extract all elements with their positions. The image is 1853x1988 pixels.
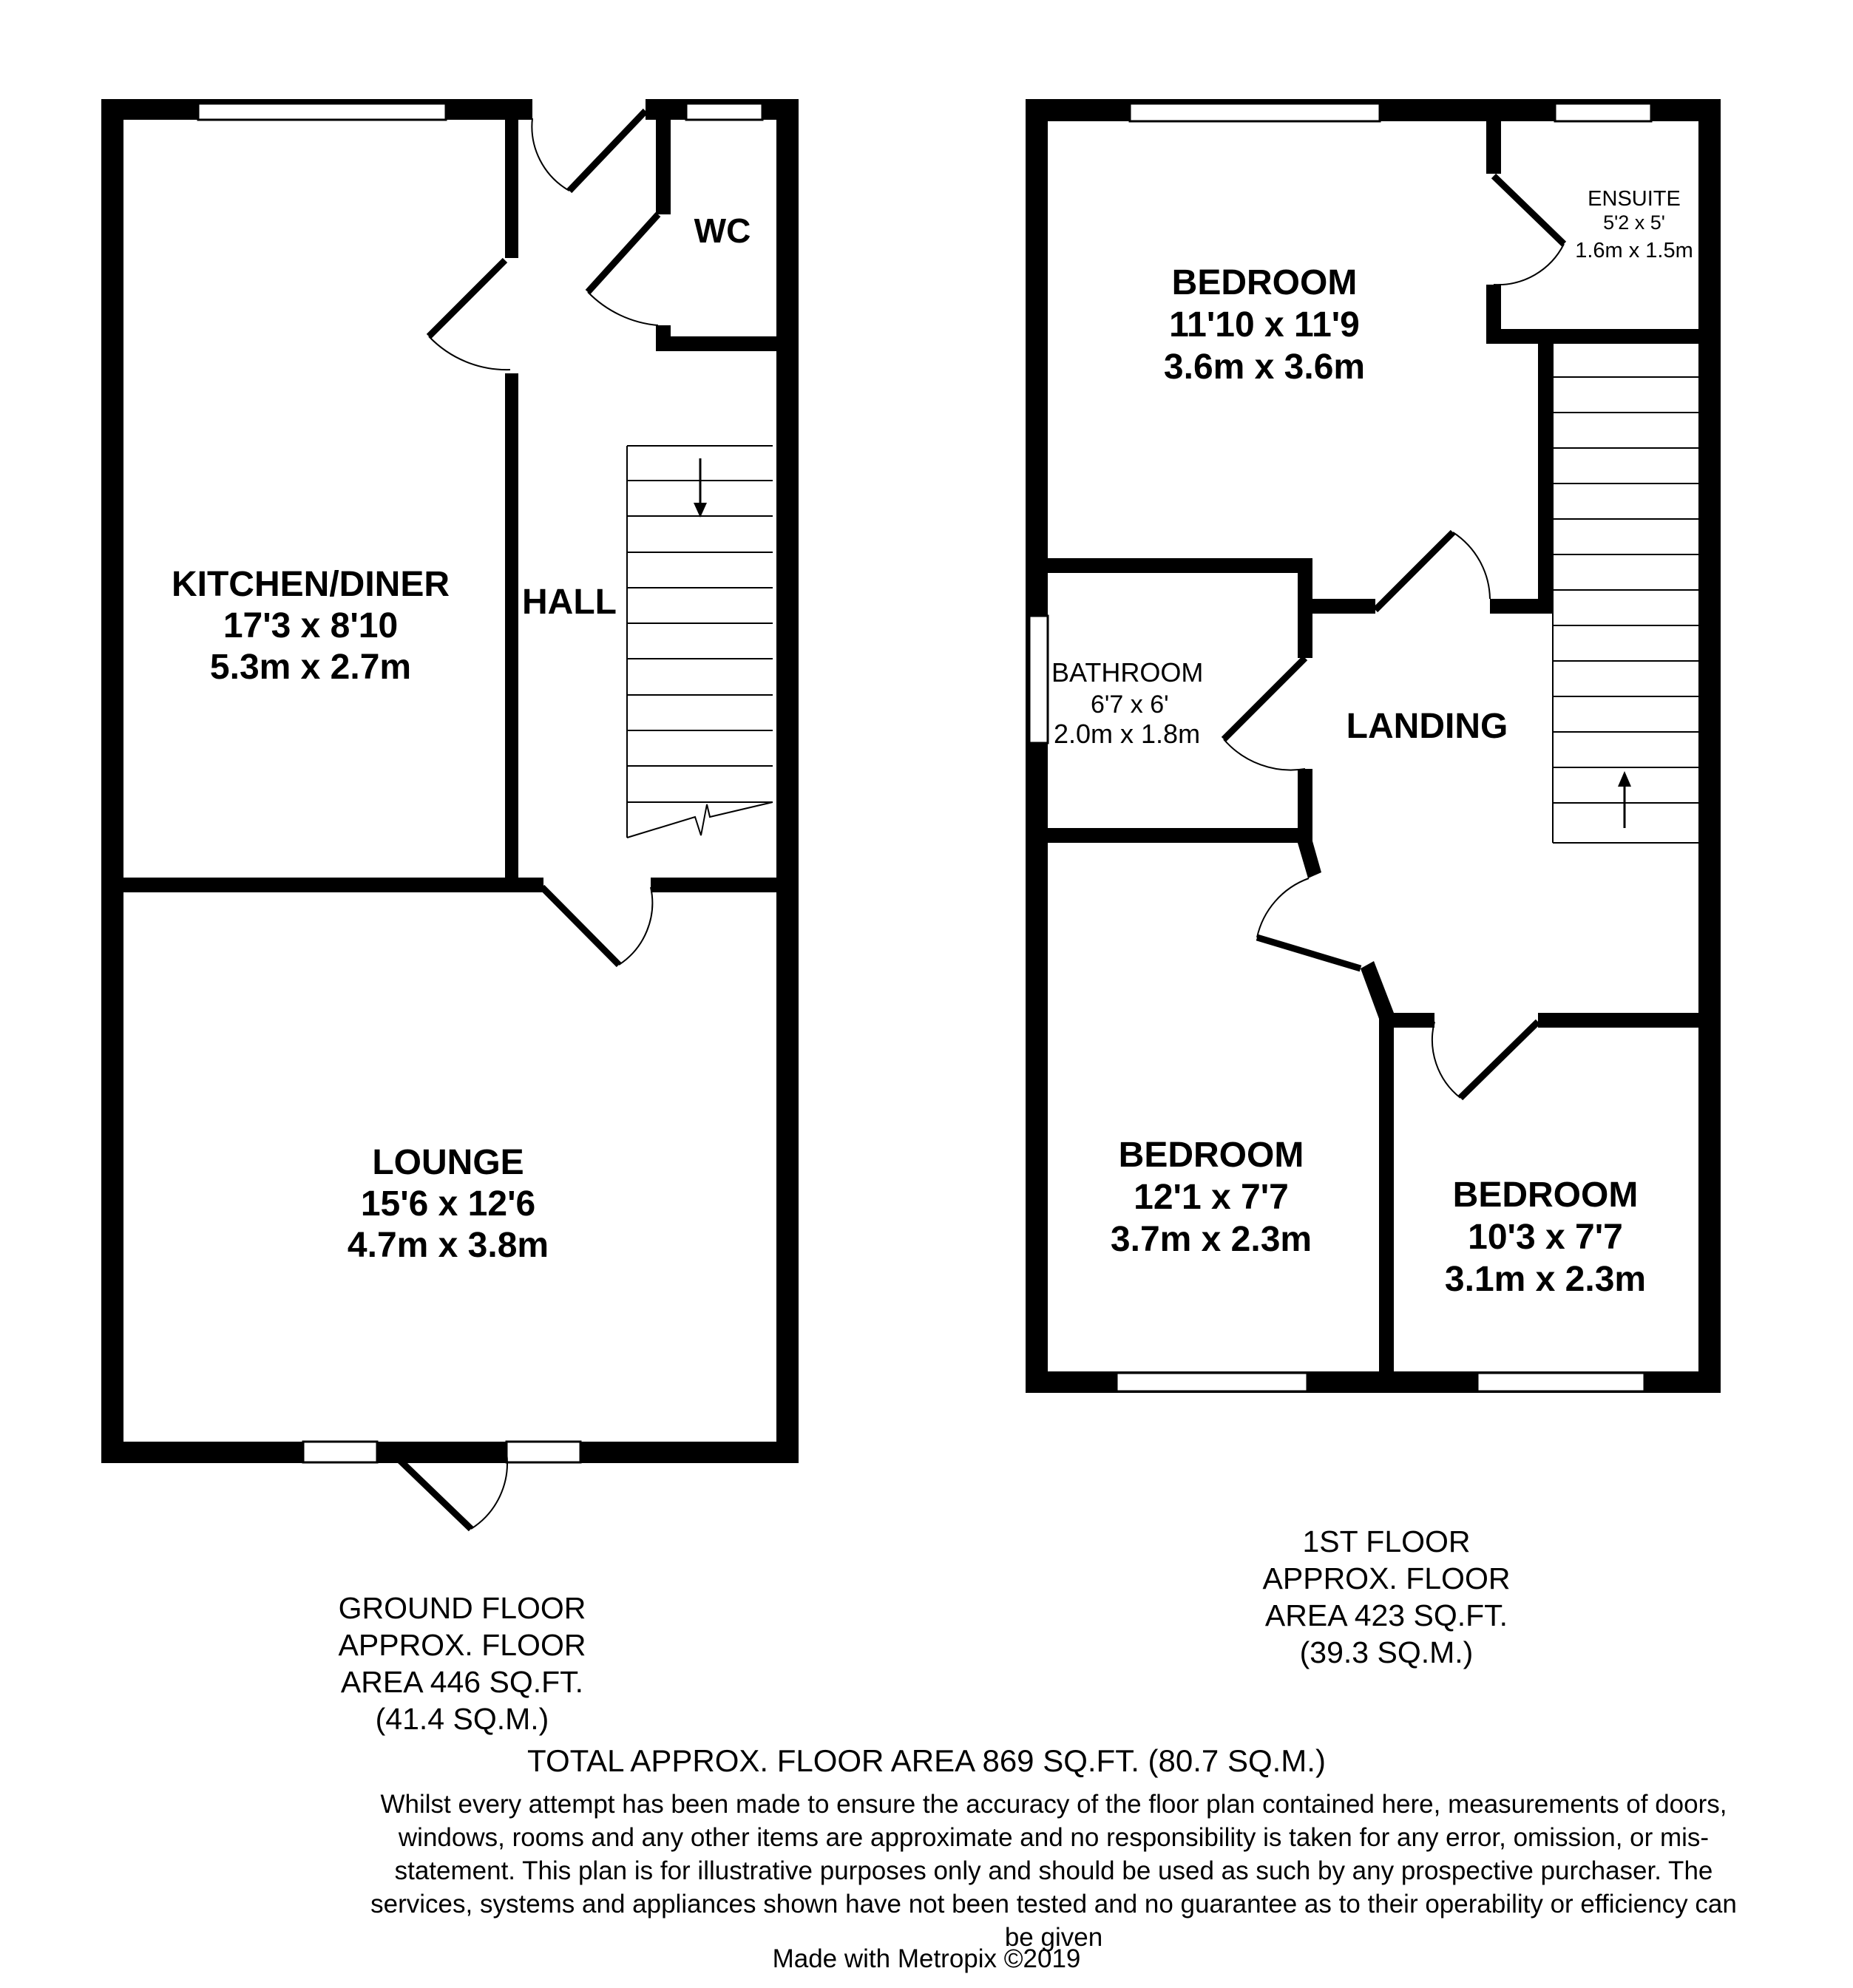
svg-text:2.0m x 1.8m: 2.0m x 1.8m xyxy=(1054,719,1201,749)
svg-text:BEDROOM: BEDROOM xyxy=(1452,1176,1639,1215)
svg-text:15'6 x 12'6: 15'6 x 12'6 xyxy=(360,1184,536,1224)
lounge-window-right xyxy=(507,1442,580,1462)
bedroom-3-window xyxy=(1477,1373,1644,1391)
svg-text:3.7m x 2.3m: 3.7m x 2.3m xyxy=(1110,1220,1312,1259)
svg-text:ENSUITE: ENSUITE xyxy=(1588,187,1681,211)
svg-text:3.1m x 2.3m: 3.1m x 2.3m xyxy=(1444,1260,1647,1299)
svg-text:17'3 x 8'10: 17'3 x 8'10 xyxy=(223,606,399,645)
kitchen-window xyxy=(198,104,446,120)
first-floor-caption-line: (39.3 SQ.M.) xyxy=(1299,1635,1474,1669)
first-floor-caption-line: AREA 423 SQ.FT. xyxy=(1264,1598,1508,1632)
ground-floor-caption-line: GROUND FLOOR xyxy=(338,1591,586,1625)
metropix-credit: Made with Metropix ©2019 xyxy=(772,1944,1081,1973)
svg-text:5'2 x 5': 5'2 x 5' xyxy=(1603,211,1665,234)
svg-text:6'7 x 6': 6'7 x 6' xyxy=(1091,691,1169,719)
bedroom-2-label xyxy=(1111,1136,1312,1259)
bedroom-main-label xyxy=(1164,263,1365,387)
total-floor-area: TOTAL APPROX. FLOOR AREA 869 SQ.FT. (80.7 SQ.M.) xyxy=(527,1743,1326,1778)
first-floor-caption-line: 1ST FLOOR xyxy=(1302,1524,1471,1558)
svg-text:BEDROOM: BEDROOM xyxy=(1118,1136,1304,1175)
wc-window xyxy=(686,104,762,120)
svg-text:10'3 x 7'7: 10'3 x 7'7 xyxy=(1468,1218,1623,1257)
svg-text:BEDROOM: BEDROOM xyxy=(1171,263,1358,302)
lounge-window-left xyxy=(303,1442,377,1462)
svg-text:12'1 x 7'7: 12'1 x 7'7 xyxy=(1134,1178,1289,1217)
svg-text:BATHROOM: BATHROOM xyxy=(1051,657,1204,688)
bathroom-label xyxy=(1051,657,1203,749)
bedroom-3-label xyxy=(1445,1176,1646,1299)
first-floor-stairs xyxy=(1553,344,1698,843)
ground-floor-caption xyxy=(262,1590,662,1737)
bedroom-main-window xyxy=(1130,104,1380,121)
wc-label: WC xyxy=(694,211,751,250)
ground-floor-caption-line: (41.4 SQ.M.) xyxy=(375,1702,549,1736)
ensuite-window xyxy=(1555,104,1651,121)
first-floor-plan xyxy=(1026,99,1721,1393)
disclaimer-text: Whilst every attempt has been made to ensure the accuracy of the floor plan contained here, measurements of doors, windows, rooms and any other items are approximate and no responsibility is taken for any error, omission, or mis-statement. This plan is for illustrative purposes only and should be used as such by any prospective purchaser. The services, systems and appliances shown have not been tested and no guarantee as to their operability or efficiency can be given xyxy=(370,1790,1737,1952)
kitchen-label xyxy=(172,565,450,687)
svg-text:1.6m x 1.5m: 1.6m x 1.5m xyxy=(1575,239,1693,262)
bathroom-window xyxy=(1029,616,1048,743)
svg-text:LOUNGE: LOUNGE xyxy=(372,1143,524,1182)
lounge-label xyxy=(348,1143,549,1265)
bedroom-2-window xyxy=(1117,1373,1307,1391)
first-floor-caption xyxy=(1187,1523,1586,1671)
ensuite-label xyxy=(1575,187,1693,262)
landing-label: LANDING xyxy=(1346,707,1508,746)
ground-floor-caption-line: APPROX. FLOOR xyxy=(338,1628,586,1662)
svg-text:4.7m x 3.8m: 4.7m x 3.8m xyxy=(347,1226,549,1265)
ground-floor-caption-line: AREA 446 SQ.FT. xyxy=(340,1665,584,1699)
svg-text:5.3m x 2.7m: 5.3m x 2.7m xyxy=(209,648,412,687)
ground-floor-doors xyxy=(392,111,658,1529)
svg-text:11'10 x 11'9: 11'10 x 11'9 xyxy=(1169,305,1360,345)
ground-floor-stairs xyxy=(627,446,773,838)
first-floor-caption-line: APPROX. FLOOR xyxy=(1262,1561,1511,1595)
ground-floor-plan xyxy=(101,99,799,1529)
hall-label: HALL xyxy=(522,583,617,622)
svg-text:KITCHEN/DINER: KITCHEN/DINER xyxy=(171,565,450,604)
svg-text:3.6m x 3.6m: 3.6m x 3.6m xyxy=(1163,347,1366,387)
